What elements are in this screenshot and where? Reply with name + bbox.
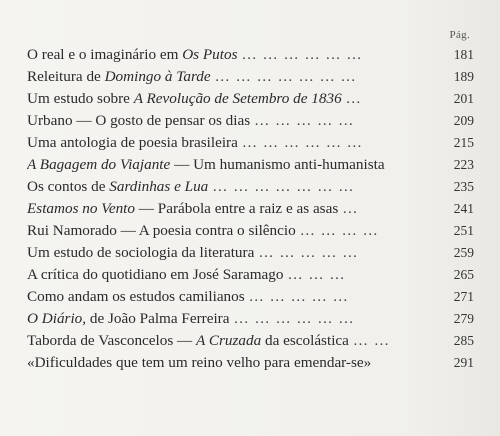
toc-entry-title bbox=[27, 134, 238, 152]
toc-page-number: 201 bbox=[453, 91, 474, 106]
toc-page-number: 291 bbox=[453, 355, 474, 370]
table-of-contents bbox=[27, 46, 474, 376]
toc-entry-title bbox=[27, 90, 342, 108]
toc-page-number: 209 bbox=[453, 113, 474, 128]
toc-page-number: 279 bbox=[453, 311, 474, 326]
title-italic-segment: Sardinhas e Lua bbox=[109, 178, 209, 195]
title-segment: da escolástica bbox=[261, 332, 349, 349]
toc-page-number: 215 bbox=[453, 135, 474, 150]
toc-entry-title bbox=[27, 332, 349, 350]
toc-leader-dots: … bbox=[345, 90, 362, 107]
toc-leader-dots: … … … … … … bbox=[233, 310, 355, 327]
title-italic-segment: A Cruzada bbox=[196, 332, 262, 349]
toc-entry bbox=[27, 310, 474, 332]
toc-page-number: 189 bbox=[453, 69, 474, 84]
toc-page-number: 265 bbox=[453, 267, 474, 282]
toc-leader-dots: … bbox=[342, 200, 359, 217]
toc-entry bbox=[27, 112, 474, 134]
toc-entry bbox=[27, 90, 474, 112]
toc-leader-dots: … … … … bbox=[299, 222, 379, 239]
title-segment: Releitura de bbox=[27, 68, 105, 85]
toc-entry bbox=[27, 200, 474, 222]
toc-entry bbox=[27, 68, 474, 90]
title-segment: Taborda de Vasconcelos — bbox=[27, 332, 197, 349]
toc-leader-dots: … … … … … … … bbox=[212, 178, 355, 195]
page-column-label: Pág. bbox=[449, 29, 470, 41]
toc-page-number: 241 bbox=[453, 201, 474, 216]
toc-leader-dots: … … … … … bbox=[254, 112, 355, 129]
toc-entry bbox=[27, 156, 474, 178]
title-segment: — Um humanismo anti-humanista bbox=[170, 156, 385, 173]
toc-page-number: 235 bbox=[453, 179, 474, 194]
title-italic-segment: A Revolução de Setembro de 1836 bbox=[133, 90, 342, 107]
toc-leader-dots: … … … … … bbox=[258, 244, 359, 261]
title-italic-segment: Estamos no Vento bbox=[27, 200, 135, 217]
title-segment: Uma antologia de poesia brasileira bbox=[27, 134, 238, 151]
toc-leader-dots: … … … … … … … bbox=[214, 68, 357, 85]
title-segment: «Dificuldades que tem um reino velho para emendar-se» bbox=[27, 354, 372, 371]
toc-entry bbox=[27, 244, 474, 266]
toc-entry-title bbox=[27, 354, 371, 372]
toc-entry-title bbox=[27, 288, 245, 306]
title-segment: Urbano — O gosto de pensar os dias bbox=[27, 112, 251, 129]
title-italic-segment: A Bagagem do Viajante bbox=[27, 156, 171, 173]
title-italic-segment: O Diário, bbox=[27, 310, 87, 327]
toc-entry bbox=[27, 332, 474, 354]
toc-leader-dots: … … … … … … bbox=[241, 46, 363, 63]
toc-entry-title bbox=[27, 200, 338, 218]
toc-entry bbox=[27, 46, 474, 68]
title-segment: Os contos de bbox=[27, 178, 110, 195]
title-italic-segment: Os Putos bbox=[182, 46, 238, 63]
title-segment: Um estudo de sociologia da literatura bbox=[27, 244, 255, 261]
toc-entry bbox=[27, 178, 474, 200]
toc-page-number: 285 bbox=[453, 333, 474, 348]
toc-leader-dots: … … … … … … bbox=[241, 134, 363, 151]
title-segment: A crítica do quotidiano em José Saramago bbox=[27, 266, 284, 283]
title-segment: — Parábola entre a raiz e as asas bbox=[135, 200, 339, 217]
toc-entry bbox=[27, 222, 474, 244]
toc-entry bbox=[27, 354, 474, 376]
title-segment: Como andam os estudos camilianos bbox=[27, 288, 245, 305]
toc-page-number: 223 bbox=[453, 157, 474, 172]
title-segment: Rui Namorado — A poesia contra o silêncio bbox=[27, 222, 296, 239]
toc-entry-title bbox=[27, 310, 229, 328]
toc-entry-title bbox=[27, 156, 385, 174]
toc-entry bbox=[27, 288, 474, 310]
title-segment: O real e o imaginário em bbox=[27, 46, 183, 63]
toc-entry-title bbox=[27, 46, 237, 64]
toc-entry-title bbox=[27, 178, 208, 196]
toc-entry-title bbox=[27, 222, 296, 240]
toc-leader-dots: … … … bbox=[287, 266, 346, 283]
toc-entry-title bbox=[27, 68, 211, 86]
toc-page-number: 181 bbox=[453, 47, 474, 62]
title-segment: Um estudo sobre bbox=[27, 90, 134, 107]
toc-entry bbox=[27, 266, 474, 288]
toc-entry-title bbox=[27, 266, 283, 284]
toc-page-number: 259 bbox=[453, 245, 474, 260]
toc-entry-title bbox=[27, 112, 250, 130]
toc-entry bbox=[27, 134, 474, 156]
toc-page-number: 251 bbox=[453, 223, 474, 238]
toc-page-number: 271 bbox=[453, 289, 474, 304]
title-segment: de João Palma Ferreira bbox=[86, 310, 230, 327]
toc-leader-dots: … … … … … bbox=[248, 288, 349, 305]
title-italic-segment: Domingo à Tarde bbox=[104, 68, 211, 85]
toc-leader-dots: … … bbox=[352, 332, 391, 349]
toc-entry-title bbox=[27, 244, 254, 262]
